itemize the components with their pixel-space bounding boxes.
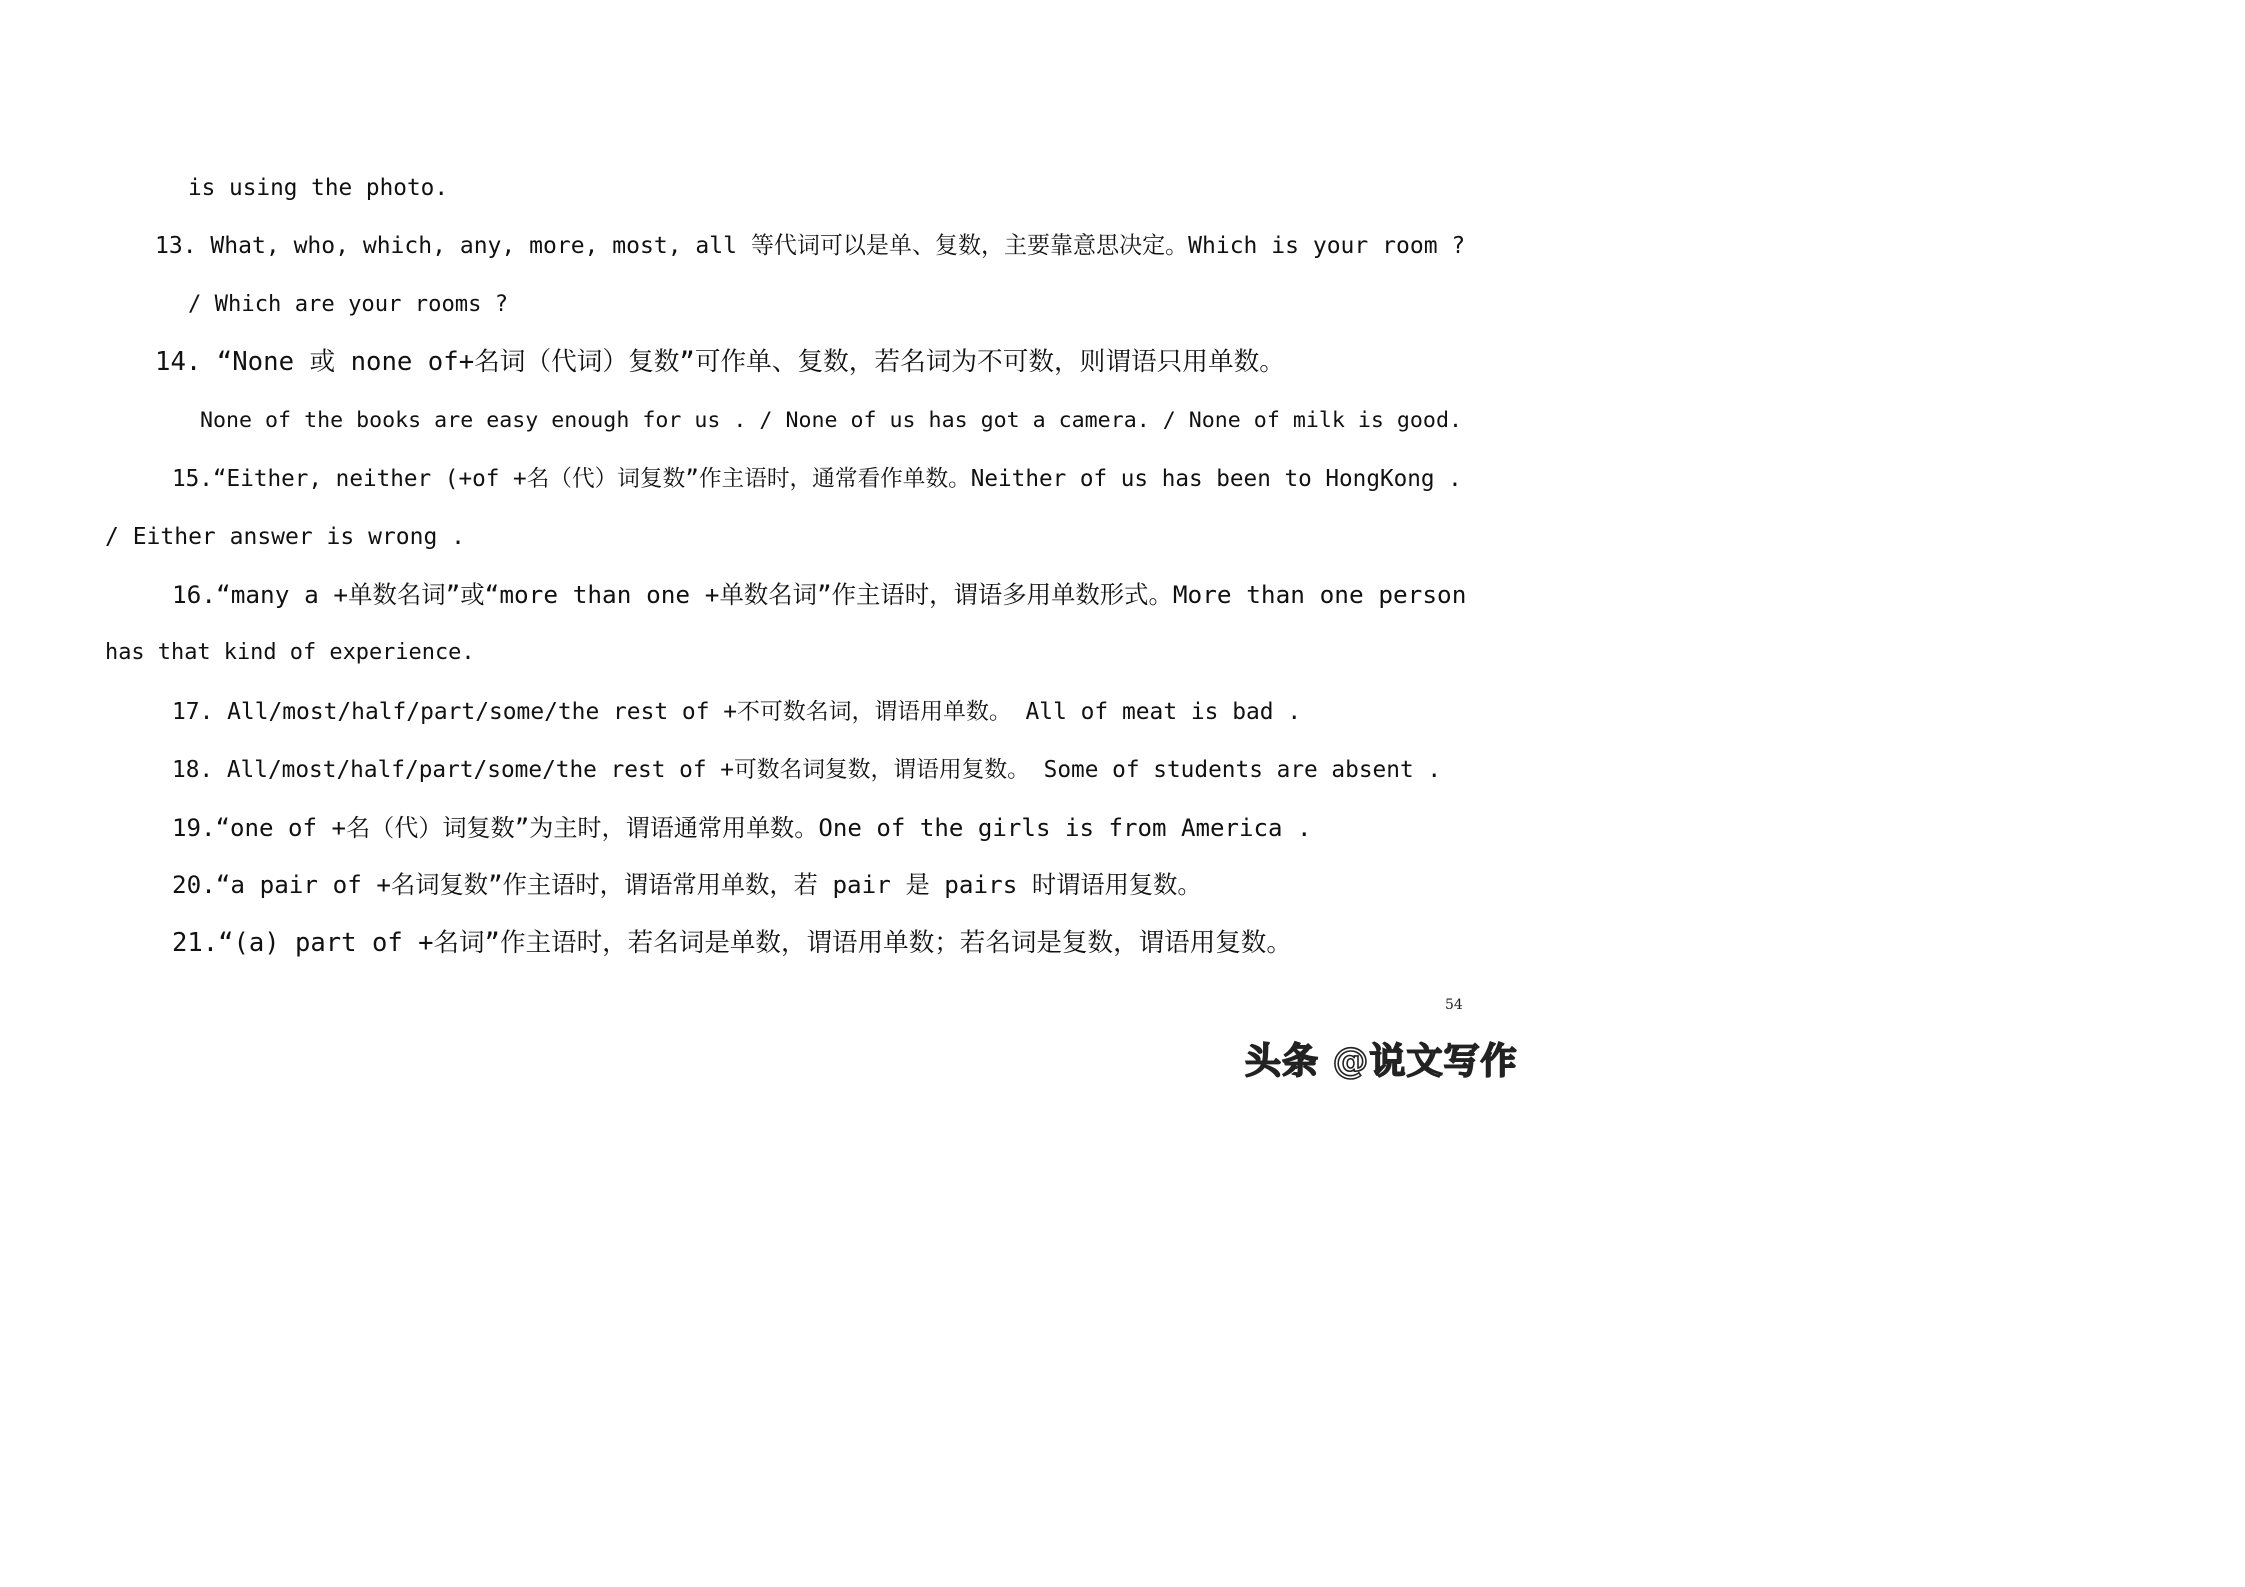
text-line-11: 18. All/most/half/part/some/the rest of +可数名词复数，谓语用复数。 Some of students are absent . [172, 757, 1442, 783]
text-line-1: is using the photo. [188, 175, 449, 201]
text-line-8: 16.“many a +单数名词”或“more than one +单数名词”作主语时，谓语多用单数形式。More than one person [172, 580, 1467, 609]
text-line-7: / Either answer is wrong . [105, 524, 466, 550]
text-line-4: 14. “None 或 none of+名词（代词）复数”可作单、复数，若名词为不可数，则谓语只用单数。 [155, 347, 1285, 377]
text-line-5: None of the books are easy enough for us . / None of us has got a camera. / None of milk is good. [200, 408, 1462, 433]
text-line-10: 17. All/most/half/part/some/the rest of +不可数名词，谓语用单数。 All of meat is bad . [172, 699, 1302, 725]
text-line-6: 15.“Either, neither (+of +名（代）词复数”作主语时，通常看作单数。Neither of us has been to HongKong . [172, 466, 1462, 492]
text-line-3: / Which are your rooms ? [188, 291, 509, 317]
text-line-12: 19.“one of +名（代）词复数”为主时，谓语通常用单数。One of the girls is from America . [172, 814, 1312, 842]
watermark-logo: 头条 @说文写作 [1245, 1041, 1518, 1082]
page-number: 54 [1445, 997, 1463, 1013]
text-line-13: 20.“a pair of +名词复数”作主语时，谓语常用单数，若 pair 是 pairs 时谓语用复数。 [172, 870, 1202, 899]
text-line-14: 21.“(a) part of +名词”作主语时，若名词是单数，谓语用单数；若名词是复数，谓语用复数。 [172, 928, 1292, 958]
text-line-2: 13. What, who, which, any, more, most, all 等代词可以是单、复数，主要靠意思决定。Which is your room ? [155, 233, 1466, 259]
text-line-9: has that kind of experience. [105, 640, 475, 665]
